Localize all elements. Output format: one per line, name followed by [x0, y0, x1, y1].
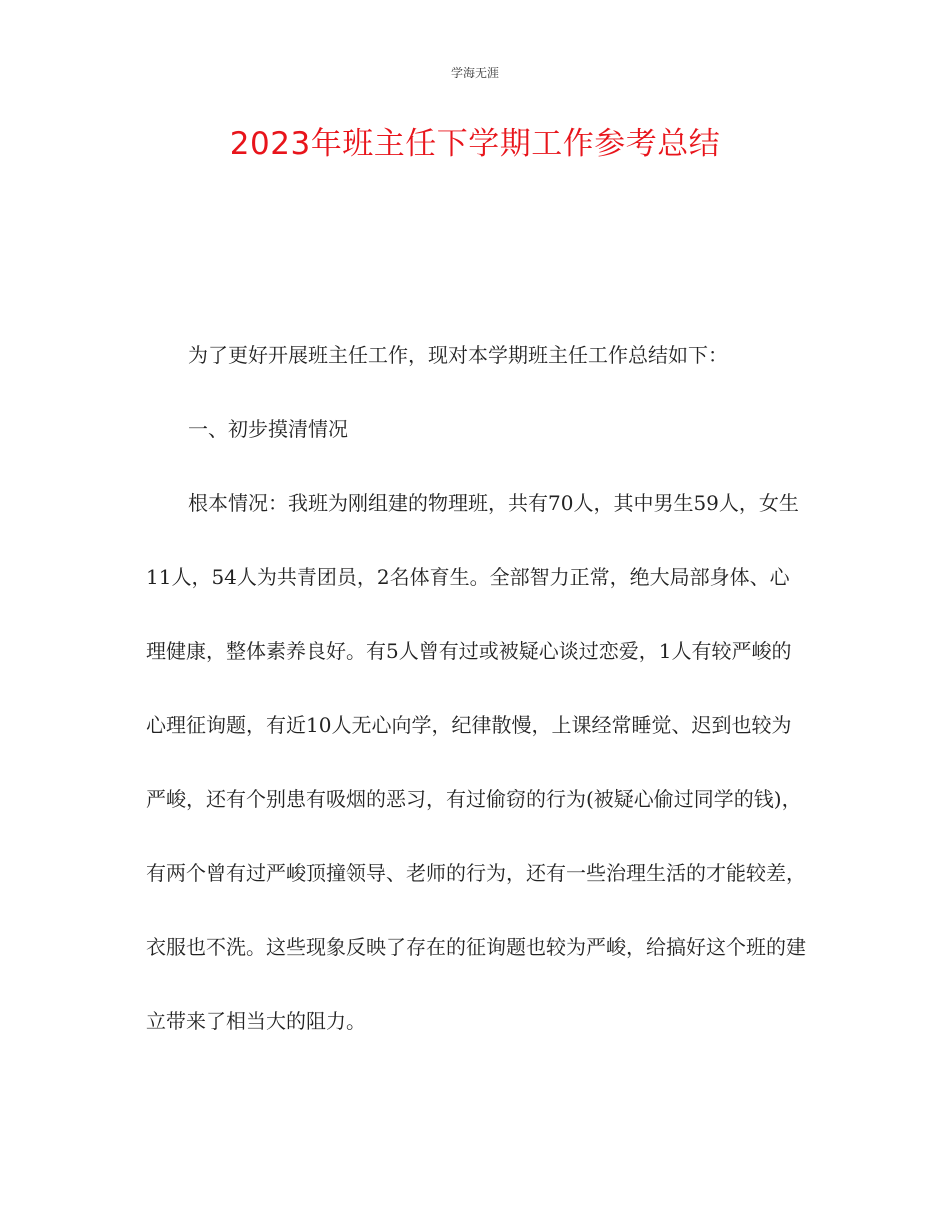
page-header: 学海无涯 — [450, 66, 499, 80]
document-body — [146, 318, 808, 1058]
document-title: 2023年班主任下学期工作参考总结 — [229, 126, 721, 162]
situation-paragraph: 根本情况：我班为刚组建的物理班，共有70人，其中男生59人，女生11人，54人为共青团员，2名体育生。全部智力正常，绝大局部身体、心理健康，整体素养良好。有5人曾有过或被疑心谈过恋爱，1人有较严峻的心理征询题，有近10人无心向学，纪律散慢，上课经常睡觉、迟到也较为严峻，还有个别患有吸烟的恶习，有过偷窃的行为(被疑心偷过同学的钱)，有两个曾有过严峻顶撞领导、老师的行为，还有一些治理生活的才能较差，衣服也不洗。这些现象反映了存在的征询题也较为严峻，给搞好这个班的建立带来了相当大的阻力。 — [146, 491, 806, 1033]
section-heading: 一、初步摸清情况 — [188, 417, 348, 441]
intro-paragraph: 为了更好开展班主任工作，现对本学期班主任工作总结如下： — [188, 343, 728, 367]
